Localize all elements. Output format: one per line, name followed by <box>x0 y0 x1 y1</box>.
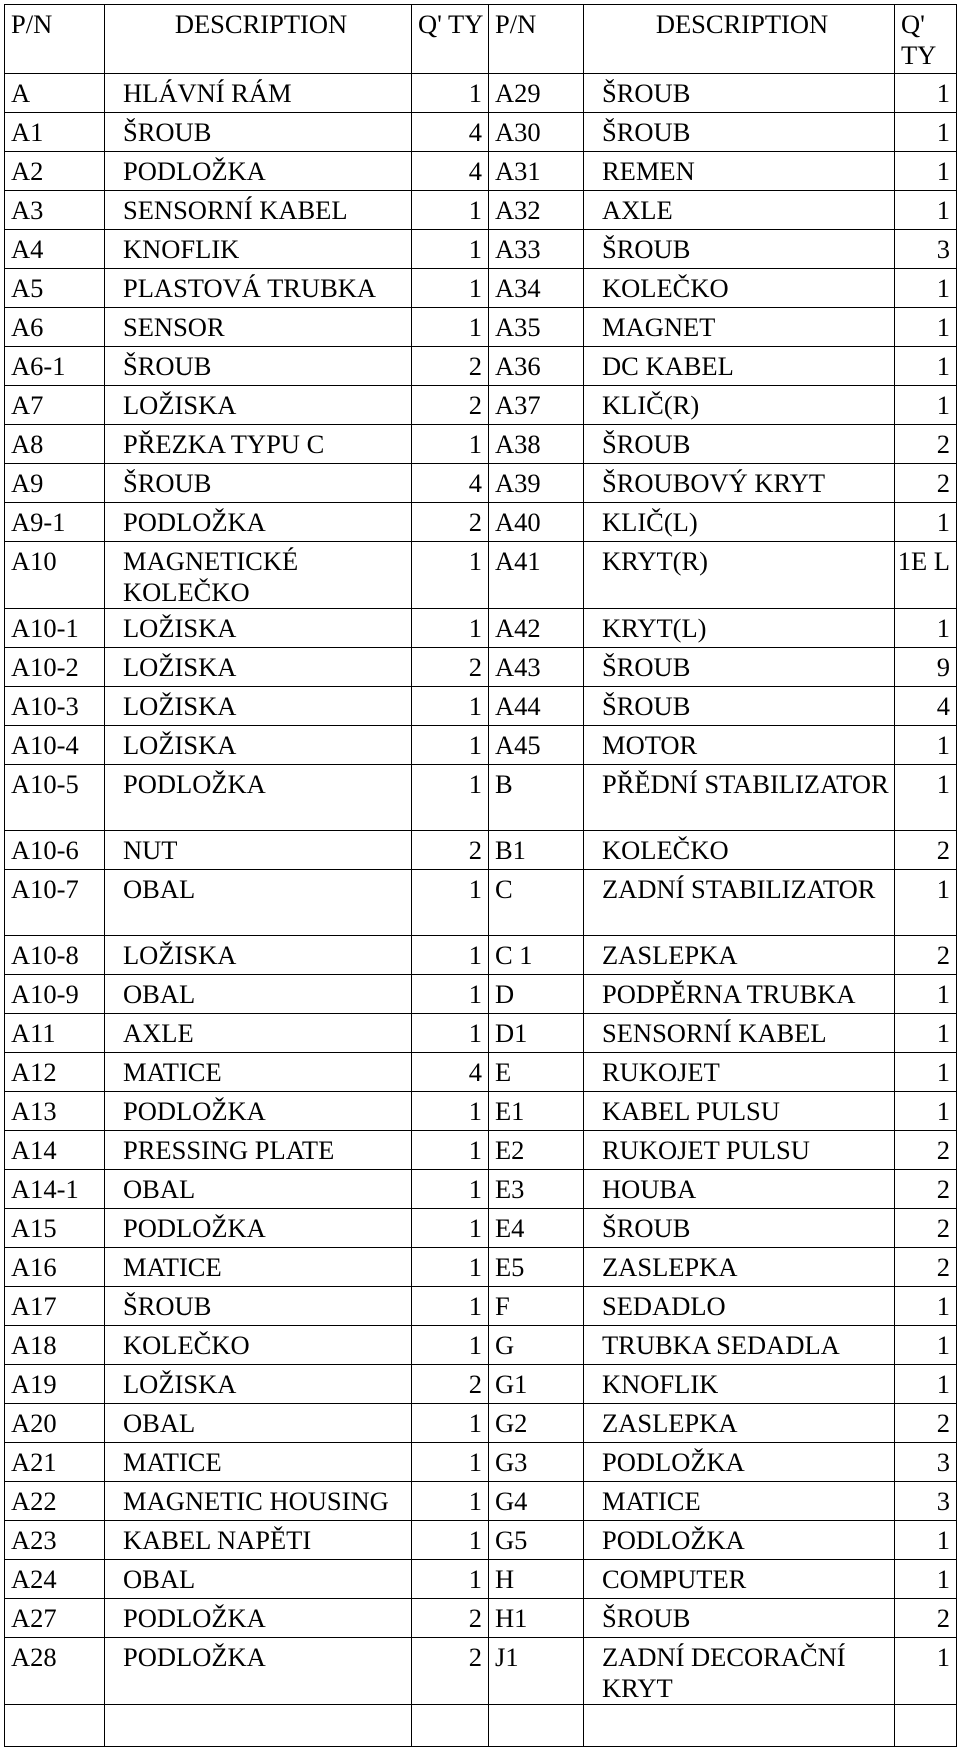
part-number-right: B1 <box>489 831 584 870</box>
part-number-right: A38 <box>489 425 584 464</box>
quantity-right: 1 <box>895 152 957 191</box>
description-left: MATICE <box>105 1248 412 1287</box>
table-row <box>5 113 957 152</box>
quantity-right: 2 <box>895 936 957 975</box>
description-left: SENSORNÍ KABEL <box>105 191 412 230</box>
description-right: KLIČ(L) <box>584 503 895 542</box>
part-number-right: D <box>489 975 584 1014</box>
description-left: LOŽISKA <box>105 936 412 975</box>
description-right: ŠROUB <box>584 113 895 152</box>
table-row <box>5 464 957 503</box>
description-left: LOŽISKA <box>105 386 412 425</box>
table-row <box>5 1521 957 1560</box>
quantity-right: 1 <box>895 1560 957 1599</box>
quantity-left: 2 <box>412 648 489 687</box>
quantity-right: 1 <box>895 609 957 648</box>
table-row <box>5 1560 957 1599</box>
description-left: PODLOŽKA <box>105 765 412 831</box>
quantity-left: 1 <box>412 425 489 464</box>
description-left: AXLE <box>105 1014 412 1053</box>
description-left: MAGNETICKÉ KOLEČKO <box>105 542 412 609</box>
quantity-right: 1 <box>895 386 957 425</box>
table-row <box>5 230 957 269</box>
quantity-right: 1E L <box>895 542 957 609</box>
quantity-left: 1 <box>412 542 489 609</box>
quantity-right: 1 <box>895 765 957 831</box>
description-left: ŠROUB <box>105 1287 412 1326</box>
description-right: KRYT(L) <box>584 609 895 648</box>
header-pn-right: P/N <box>489 5 584 74</box>
table-row <box>5 726 957 765</box>
description-right: MAGNET <box>584 308 895 347</box>
quantity-right: 1 <box>895 1638 957 1705</box>
part-number-left: A15 <box>5 1209 105 1248</box>
table-row <box>5 1092 957 1131</box>
part-number-right: C 1 <box>489 936 584 975</box>
description-left: PODLOŽKA <box>105 1092 412 1131</box>
quantity-left: 2 <box>412 1638 489 1705</box>
part-number-left: A19 <box>5 1365 105 1404</box>
quantity-left: 1 <box>412 1521 489 1560</box>
quantity-right: 2 <box>895 831 957 870</box>
quantity-left: 1 <box>412 975 489 1014</box>
quantity-right: 1 <box>895 1365 957 1404</box>
description-right: ZADNÍ STABILIZATOR <box>584 870 895 936</box>
part-number-right: A40 <box>489 503 584 542</box>
description-right: RUKOJET <box>584 1053 895 1092</box>
description-right: TRUBKA SEDADLA <box>584 1326 895 1365</box>
quantity-left: 1 <box>412 726 489 765</box>
description-right: ZADNÍ DECORAČNÍ KRYT <box>584 1638 895 1705</box>
quantity-left: 1 <box>412 1443 489 1482</box>
description-right: MOTOR <box>584 726 895 765</box>
part-number-right: H1 <box>489 1599 584 1638</box>
description-left: PODLOŽKA <box>105 503 412 542</box>
description-left: OBAL <box>105 1404 412 1443</box>
part-number-left: A22 <box>5 1482 105 1521</box>
table-row <box>5 542 957 609</box>
part-number-left: A10-4 <box>5 726 105 765</box>
description-left: ŠROUB <box>105 347 412 386</box>
part-number-left: A10-2 <box>5 648 105 687</box>
description-right: ŠROUB <box>584 230 895 269</box>
part-number-left: A13 <box>5 1092 105 1131</box>
quantity-left: 1 <box>412 1209 489 1248</box>
table-row <box>5 687 957 726</box>
quantity-left: 1 <box>412 230 489 269</box>
part-number-left: A9-1 <box>5 503 105 542</box>
description-left: LOŽISKA <box>105 687 412 726</box>
part-number-right: E3 <box>489 1170 584 1209</box>
part-number-right: A42 <box>489 609 584 648</box>
description-left: LOŽISKA <box>105 1365 412 1404</box>
description-left: KABEL NAPĚTI <box>105 1521 412 1560</box>
part-number-right: D1 <box>489 1014 584 1053</box>
part-number-left: A <box>5 74 105 113</box>
description-right: ZASLEPKA <box>584 1248 895 1287</box>
part-number-right: A29 <box>489 74 584 113</box>
description-left: PODLOŽKA <box>105 152 412 191</box>
parts-list-table <box>4 4 957 1747</box>
quantity-left: 1 <box>412 1482 489 1521</box>
part-number-right: G4 <box>489 1482 584 1521</box>
part-number-left: A10-5 <box>5 765 105 831</box>
description-right: KOLEČKO <box>584 269 895 308</box>
quantity-left: 1 <box>412 765 489 831</box>
quantity-right: 2 <box>895 1170 957 1209</box>
quantity-left: 1 <box>412 936 489 975</box>
part-number-right: G1 <box>489 1365 584 1404</box>
description-left: LOŽISKA <box>105 609 412 648</box>
quantity-right: 1 <box>895 113 957 152</box>
quantity-left: 1 <box>412 1248 489 1287</box>
part-number-left: A3 <box>5 191 105 230</box>
table-row <box>5 831 957 870</box>
part-number-left: A21 <box>5 1443 105 1482</box>
quantity-left: 2 <box>412 1599 489 1638</box>
part-number-right: A31 <box>489 152 584 191</box>
description-right: ŠROUB <box>584 425 895 464</box>
description-right: ŠROUB <box>584 74 895 113</box>
part-number-right: C <box>489 870 584 936</box>
table-row <box>5 503 957 542</box>
quantity-right: 1 <box>895 503 957 542</box>
description-right <box>584 1705 895 1747</box>
quantity-left: 1 <box>412 870 489 936</box>
quantity-left: 2 <box>412 503 489 542</box>
description-left: OBAL <box>105 1170 412 1209</box>
description-right: PODLOŽKA <box>584 1521 895 1560</box>
part-number-right: E <box>489 1053 584 1092</box>
table-row <box>5 347 957 386</box>
part-number-right: H <box>489 1560 584 1599</box>
part-number-right: E5 <box>489 1248 584 1287</box>
quantity-right: 2 <box>895 1248 957 1287</box>
description-right: KRYT(R) <box>584 542 895 609</box>
description-left <box>105 1705 412 1747</box>
table-row <box>5 425 957 464</box>
description-right: SEDADLO <box>584 1287 895 1326</box>
quantity-right: 3 <box>895 1443 957 1482</box>
quantity-left: 1 <box>412 1131 489 1170</box>
parts-body <box>5 74 957 1747</box>
table-row <box>5 1404 957 1443</box>
quantity-left: 1 <box>412 609 489 648</box>
quantity-left: 1 <box>412 1014 489 1053</box>
part-number-right: A33 <box>489 230 584 269</box>
part-number-left: A2 <box>5 152 105 191</box>
description-right: KLIČ(R) <box>584 386 895 425</box>
table-row <box>5 1014 957 1053</box>
header-description-left: DESCRIPTION <box>105 5 412 74</box>
table-row <box>5 152 957 191</box>
part-number-left: A28 <box>5 1638 105 1705</box>
quantity-right: 1 <box>895 191 957 230</box>
description-right: PŘĚDNÍ STABILIZATOR <box>584 765 895 831</box>
quantity-right: 1 <box>895 347 957 386</box>
description-right: PODLOŽKA <box>584 1443 895 1482</box>
part-number-right: A36 <box>489 347 584 386</box>
description-right: AXLE <box>584 191 895 230</box>
part-number-left <box>5 1705 105 1747</box>
quantity-right: 3 <box>895 230 957 269</box>
part-number-right: A34 <box>489 269 584 308</box>
quantity-right: 1 <box>895 308 957 347</box>
description-left: MATICE <box>105 1053 412 1092</box>
quantity-left: 2 <box>412 831 489 870</box>
quantity-right: 2 <box>895 1209 957 1248</box>
part-number-right <box>489 1705 584 1747</box>
quantity-left: 4 <box>412 1053 489 1092</box>
quantity-left: 1 <box>412 191 489 230</box>
quantity-left: 1 <box>412 1170 489 1209</box>
part-number-right: E1 <box>489 1092 584 1131</box>
part-number-left: A16 <box>5 1248 105 1287</box>
table-row <box>5 1599 957 1638</box>
description-left: OBAL <box>105 870 412 936</box>
header-qty-left: Q' TY <box>412 5 489 74</box>
part-number-right: G5 <box>489 1521 584 1560</box>
quantity-right: 2 <box>895 464 957 503</box>
description-right: PODPĚRNA TRUBKA <box>584 975 895 1014</box>
description-right: KNOFLIK <box>584 1365 895 1404</box>
quantity-right: 1 <box>895 1326 957 1365</box>
quantity-left: 4 <box>412 152 489 191</box>
table-row <box>5 308 957 347</box>
table-row <box>5 1638 957 1705</box>
part-number-left: A1 <box>5 113 105 152</box>
part-number-left: A10-3 <box>5 687 105 726</box>
table-row <box>5 191 957 230</box>
quantity-left: 1 <box>412 687 489 726</box>
header-qty-right: Q' TY <box>895 5 957 74</box>
description-right: DC KABEL <box>584 347 895 386</box>
part-number-left: A4 <box>5 230 105 269</box>
table-row <box>5 1053 957 1092</box>
table-row <box>5 1705 957 1747</box>
quantity-left: 1 <box>412 74 489 113</box>
part-number-left: A12 <box>5 1053 105 1092</box>
part-number-right: J1 <box>489 1638 584 1705</box>
header-row <box>5 5 957 74</box>
description-left: KNOFLIK <box>105 230 412 269</box>
quantity-right: 1 <box>895 1014 957 1053</box>
description-left: NUT <box>105 831 412 870</box>
quantity-right: 2 <box>895 1599 957 1638</box>
part-number-right: A39 <box>489 464 584 503</box>
part-number-left: A10-6 <box>5 831 105 870</box>
table-row <box>5 609 957 648</box>
quantity-right: 9 <box>895 648 957 687</box>
description-left: OBAL <box>105 975 412 1014</box>
quantity-right: 1 <box>895 1521 957 1560</box>
quantity-right: 1 <box>895 726 957 765</box>
part-number-right: A32 <box>489 191 584 230</box>
part-number-right: A30 <box>489 113 584 152</box>
description-right: ŠROUB <box>584 1599 895 1638</box>
quantity-right: 2 <box>895 1404 957 1443</box>
part-number-left: A14-1 <box>5 1170 105 1209</box>
part-number-right: F <box>489 1287 584 1326</box>
table-row <box>5 1209 957 1248</box>
quantity-right: 1 <box>895 870 957 936</box>
description-left: ŠROUB <box>105 113 412 152</box>
table-row <box>5 870 957 936</box>
part-number-left: A10-8 <box>5 936 105 975</box>
description-left: KOLEČKO <box>105 1326 412 1365</box>
part-number-left: A10-7 <box>5 870 105 936</box>
description-left: OBAL <box>105 1560 412 1599</box>
part-number-right: A44 <box>489 687 584 726</box>
quantity-right: 4 <box>895 687 957 726</box>
description-right: MATICE <box>584 1482 895 1521</box>
description-right: SENSORNÍ KABEL <box>584 1014 895 1053</box>
part-number-left: A5 <box>5 269 105 308</box>
description-right: KOLEČKO <box>584 831 895 870</box>
description-left: PODLOŽKA <box>105 1599 412 1638</box>
description-left: HLÁVNÍ RÁM <box>105 74 412 113</box>
table-row <box>5 1482 957 1521</box>
part-number-right: E4 <box>489 1209 584 1248</box>
part-number-left: A23 <box>5 1521 105 1560</box>
quantity-left: 2 <box>412 1365 489 1404</box>
description-right: ZASLEPKA <box>584 1404 895 1443</box>
description-right: ŠROUB <box>584 1209 895 1248</box>
quantity-left: 4 <box>412 464 489 503</box>
description-left: MATICE <box>105 1443 412 1482</box>
quantity-right: 1 <box>895 1092 957 1131</box>
quantity-left: 1 <box>412 1092 489 1131</box>
part-number-right: A35 <box>489 308 584 347</box>
description-left: ŠROUB <box>105 464 412 503</box>
table-row <box>5 765 957 831</box>
quantity-left: 1 <box>412 1326 489 1365</box>
description-left: PRESSING PLATE <box>105 1131 412 1170</box>
quantity-right: 2 <box>895 425 957 464</box>
description-right: RUKOJET PULSU <box>584 1131 895 1170</box>
description-left: PODLOŽKA <box>105 1638 412 1705</box>
part-number-left: A10-1 <box>5 609 105 648</box>
quantity-right: 1 <box>895 975 957 1014</box>
part-number-left: A14 <box>5 1131 105 1170</box>
table-row <box>5 1365 957 1404</box>
table-row <box>5 1443 957 1482</box>
table-row <box>5 1131 957 1170</box>
part-number-left: A27 <box>5 1599 105 1638</box>
description-left: MAGNETIC HOUSING <box>105 1482 412 1521</box>
description-right: ŠROUBOVÝ KRYT <box>584 464 895 503</box>
part-number-right: A41 <box>489 542 584 609</box>
part-number-right: G2 <box>489 1404 584 1443</box>
description-right: COMPUTER <box>584 1560 895 1599</box>
part-number-left: A9 <box>5 464 105 503</box>
description-left: SENSOR <box>105 308 412 347</box>
quantity-left: 1 <box>412 1560 489 1599</box>
part-number-left: A24 <box>5 1560 105 1599</box>
quantity-left: 4 <box>412 113 489 152</box>
description-left: PODLOŽKA <box>105 1209 412 1248</box>
table-row <box>5 1248 957 1287</box>
part-number-left: A7 <box>5 386 105 425</box>
description-right: ZASLEPKA <box>584 936 895 975</box>
part-number-left: A10 <box>5 542 105 609</box>
header-pn-left: P/N <box>5 5 105 74</box>
part-number-right: G <box>489 1326 584 1365</box>
description-right: HOUBA <box>584 1170 895 1209</box>
quantity-right: 3 <box>895 1482 957 1521</box>
part-number-left: A20 <box>5 1404 105 1443</box>
quantity-right: 2 <box>895 1131 957 1170</box>
table-row <box>5 936 957 975</box>
part-number-right: A37 <box>489 386 584 425</box>
part-number-left: A10-9 <box>5 975 105 1014</box>
part-number-left: A6 <box>5 308 105 347</box>
table-row <box>5 1287 957 1326</box>
description-left: LOŽISKA <box>105 726 412 765</box>
part-number-left: A8 <box>5 425 105 464</box>
table-row <box>5 975 957 1014</box>
part-number-right: A45 <box>489 726 584 765</box>
header-description-right: DESCRIPTION <box>584 5 895 74</box>
quantity-left <box>412 1705 489 1747</box>
quantity-right <box>895 1705 957 1747</box>
description-right: ŠROUB <box>584 687 895 726</box>
table-row <box>5 386 957 425</box>
table-row <box>5 1326 957 1365</box>
quantity-right: 1 <box>895 74 957 113</box>
quantity-right: 1 <box>895 1053 957 1092</box>
quantity-right: 1 <box>895 269 957 308</box>
description-right: REMEN <box>584 152 895 191</box>
table-row <box>5 74 957 113</box>
quantity-left: 1 <box>412 308 489 347</box>
description-right: KABEL PULSU <box>584 1092 895 1131</box>
description-left: PLASTOVÁ TRUBKA <box>105 269 412 308</box>
part-number-left: A17 <box>5 1287 105 1326</box>
table-row <box>5 648 957 687</box>
part-number-left: A6-1 <box>5 347 105 386</box>
part-number-right: A43 <box>489 648 584 687</box>
quantity-left: 2 <box>412 386 489 425</box>
part-number-right: E2 <box>489 1131 584 1170</box>
table-row <box>5 269 957 308</box>
quantity-left: 2 <box>412 347 489 386</box>
quantity-left: 1 <box>412 269 489 308</box>
description-left: PŘEZKA TYPU C <box>105 425 412 464</box>
quantity-left: 1 <box>412 1287 489 1326</box>
part-number-right: B <box>489 765 584 831</box>
part-number-right: G3 <box>489 1443 584 1482</box>
quantity-left: 1 <box>412 1404 489 1443</box>
part-number-left: A18 <box>5 1326 105 1365</box>
table-row <box>5 1170 957 1209</box>
part-number-left: A11 <box>5 1014 105 1053</box>
description-right: ŠROUB <box>584 648 895 687</box>
quantity-right: 1 <box>895 1287 957 1326</box>
description-left: LOŽISKA <box>105 648 412 687</box>
